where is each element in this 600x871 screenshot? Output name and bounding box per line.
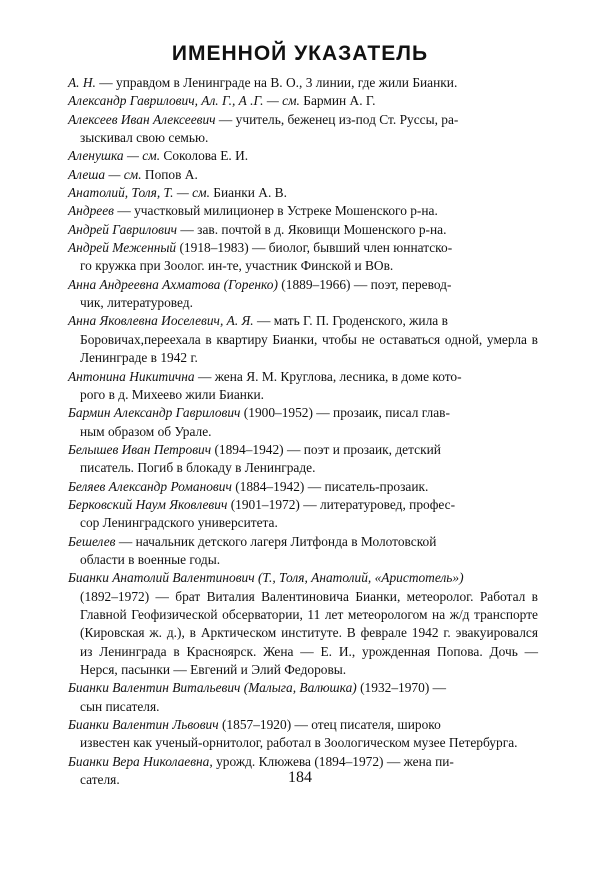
index-entry [68,166,538,184]
entry-description: урожд. Клюжева (1894–1972) — жена пи- [212,753,454,769]
entry-continuation: сын писателя. [80,698,160,714]
index-entry [68,679,538,716]
index-entry [68,569,538,679]
index-entry [68,147,538,165]
entry-name: Андрей Гаврилович [68,221,178,237]
index-entries [68,74,538,789]
entry-description: Соколова Е. И. [160,148,249,164]
entry-description: — начальник детского лагеря Литфонда в Молотовской [115,533,437,549]
entry-continuation: (1892–1972) — брат Виталия Валентиновича Бианки, метеоролог. Работал в Главной Геофизической обсерватории, 11 лет метеорологом на ж/д транспорте (Кировская ж. д.), в Арктическом институте. В феврале 1942 г. эвакуировался из Ленинграда в Красноярск. Жена — Е. И., урожденная Попова. Дочь — Нерся, пасынки — Евгений и Элий Федоровы. [80,588,538,677]
entry-first-line [68,166,538,184]
index-entry [68,404,538,441]
index-entry [68,111,538,148]
index-entry [68,276,538,313]
entry-description: (1889–1966) — поэт, перевод- [277,276,452,292]
entry-name: А. Н. [68,75,96,90]
entry-description: — учитель, беженец из-под Ст. Руссы, ра- [215,111,459,127]
entry-name: Бианки Валентин Витальевич (Малыга, Валюшка) [68,680,357,696]
entry-continuation: сателя. [80,772,120,788]
entry-description: (1900–1952) — прозаик, писал глав- [240,405,450,421]
entry-continuation: ным образом об Урале. [80,423,212,439]
page-number: 184 [288,769,312,786]
entry-description: Бармин А. Г. [299,93,376,109]
index-entry [68,478,538,496]
entry-first-line [68,569,538,587]
index-entry [68,74,538,92]
entry-first-line [68,441,538,459]
entry-name: Белышев Иван Петрович [68,441,212,457]
index-entry [68,221,538,239]
entry-first-line [68,716,538,734]
index-entry [68,533,538,570]
entry-first-line [68,184,538,202]
entry-name: Берковский Наум Яковлевич [68,496,228,512]
entry-description: — участковый милиционер в Устреке Мошенского р-на. [114,203,438,219]
index-entry [68,368,538,405]
entry-first-line [68,74,538,92]
entry-first-line [68,679,538,697]
entry-first-line [68,147,538,165]
index-entry [68,92,538,110]
entry-name: Бианки Вера Николаевна, [68,753,213,769]
entry-description: (1901–1972) — литературовед, профес- [227,496,456,512]
entry-first-line [68,478,538,496]
entry-continuation: го кружка при Зоолог. ин-те, участник Финской и ВОв. [80,258,394,274]
page-title: ИМЕННОЙ УКАЗАТЕЛЬ [171,42,429,65]
entry-continuation: чик, литературовед. [80,295,193,311]
entry-first-line [68,368,538,386]
index-entry [68,716,538,753]
entry-name: Аленушка — см. [68,148,161,164]
entry-description: Попов А. [141,166,198,182]
entry-continuation: зыскивал свою семью. [80,130,209,146]
entry-first-line [68,312,538,330]
entry-first-line [68,276,538,294]
entry-name: Андреев [68,203,114,219]
entry-continuation: рого в д. Михеево жили Бианки. [80,386,264,402]
entry-continuation: области в военные годы. [80,551,221,567]
entry-name: Алеша — см. [68,166,142,182]
entry-description: Бианки А. В. [209,185,287,201]
entry-name: Антонина Никитична [68,368,195,384]
entry-description: — зав. почтой в д. Яковищи Мошенского р-на. [177,221,447,237]
entry-first-line [68,533,538,551]
entry-description: — мать Г. П. Гроденского, жила в [253,313,448,329]
entry-continuation: сор Ленинградского университета. [80,515,278,531]
entry-name: Бианки Анатолий Валентинович (Т., Толя, Анатолий, «Аристотель») [68,570,464,586]
entry-description: — жена Я. М. Круглова, лесника, в доме кото- [194,368,462,384]
index-entry [68,496,538,533]
entry-continuation: известен как ученый-орнитолог, работал в Зоологическом музее Петербурга. [80,735,518,751]
entry-name: Бешелев [68,533,116,549]
entry-name: Бианки Валентин Львович [68,717,219,733]
entry-description: — управдом в Ленинграде на В. О., 3 линии, где жили Бианки. [95,75,458,90]
entry-first-line [68,221,538,239]
entry-continuation: Боровичах,переехала в квартиру Бианки, чтобы не оставаться одной, умерла в Ленинграде в 1942 г. [80,331,538,366]
entry-name: Андрей Меженный [68,240,177,256]
index-entry [68,184,538,202]
entry-name: Алексеев Иван Алексеевич [68,111,216,127]
entry-description: (1918–1983) — биолог, бывший член юннатско- [176,240,453,256]
entry-continuation: писатель. Погиб в блокаду в Ленинграде. [80,460,316,476]
index-entry [68,239,538,276]
entry-first-line [68,404,538,422]
entry-name: Беляев Александр Романович [68,478,232,494]
entry-name: Александр Гаврилович, Ал. Г., А .Г. — см. [68,93,300,109]
entry-first-line [68,111,538,129]
entry-name: Анна Яковлевна Иоселевич, А. Я. [68,313,254,329]
index-entry [68,441,538,478]
entry-description: (1857–1920) — отец писателя, широко [218,717,441,733]
entry-description: (1894–1942) — поэт и прозаик, детский [211,441,441,457]
entry-first-line [68,496,538,514]
index-entry [68,312,538,367]
entry-name: Бармин Александр Гаврилович [68,405,241,421]
entry-name: Анатолий, Толя, Т. — см. [68,185,210,201]
index-entry [68,202,538,220]
entry-first-line [68,92,538,110]
entry-description: (1932–1970) — [356,680,447,696]
entry-first-line [68,239,538,257]
entry-name: Анна Андреевна Ахматова (Горенко) [68,276,278,292]
entry-description: (1884–1942) — писатель-прозаик. [231,478,429,494]
entry-first-line [68,202,538,220]
